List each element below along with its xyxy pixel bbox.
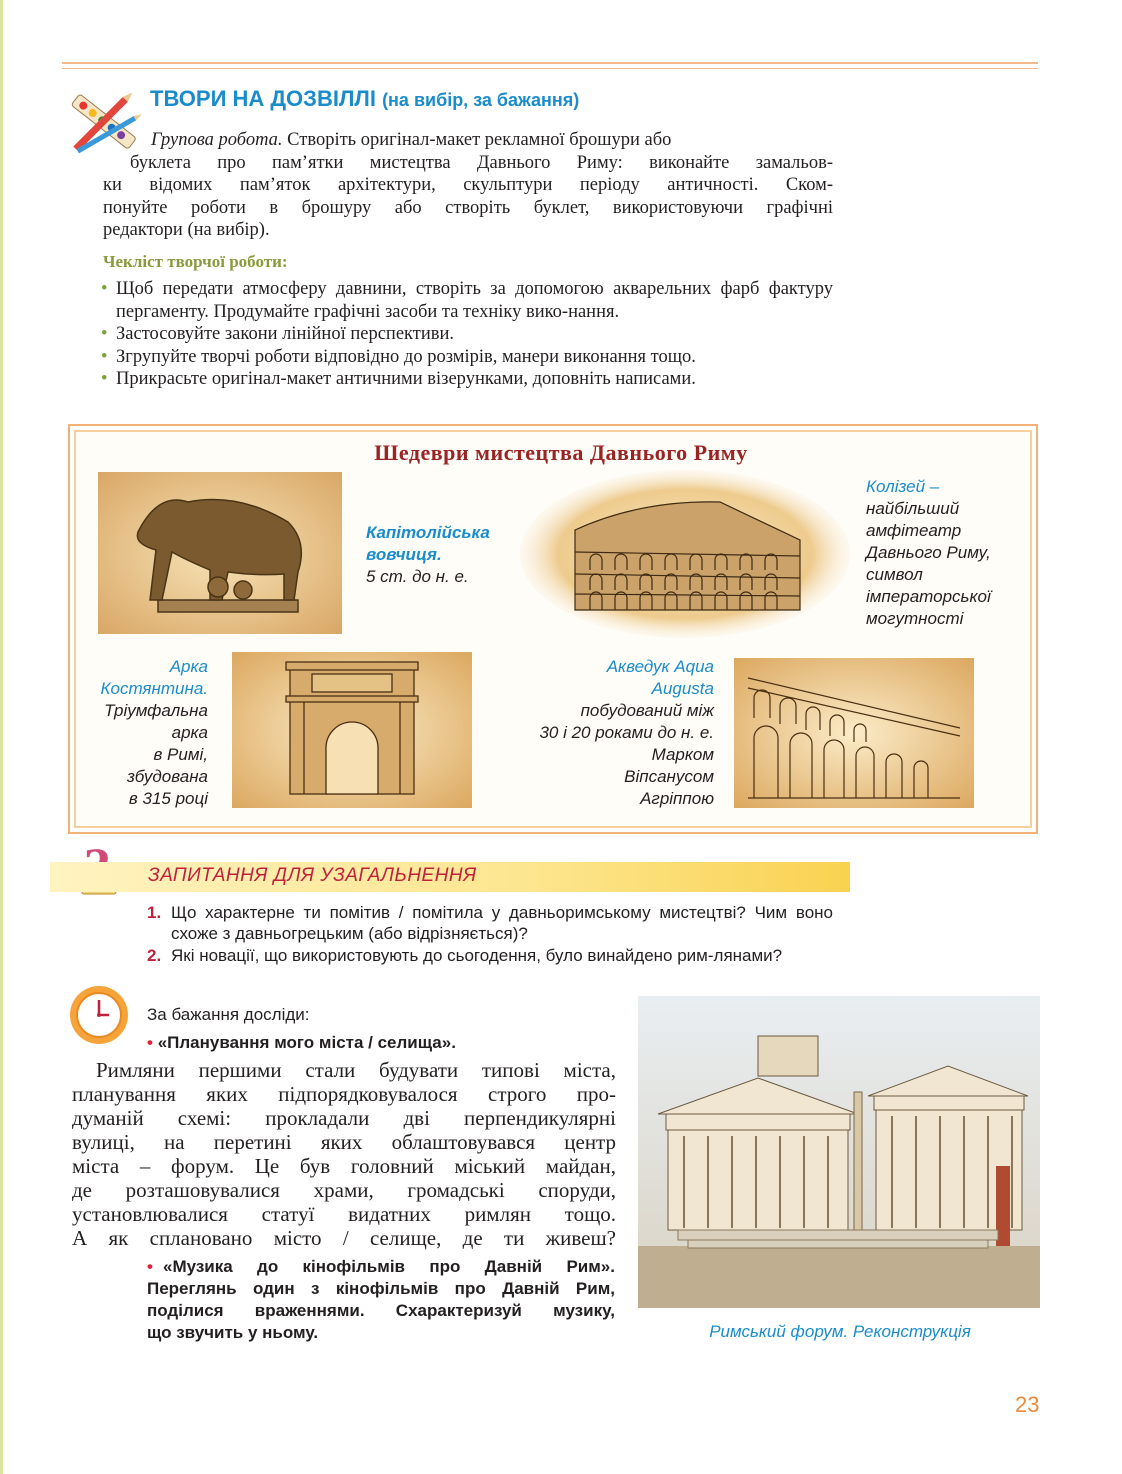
research-topic-1-text: «Планування мого міста / селища». <box>157 1033 456 1052</box>
research-topic-1 <box>147 1032 456 1053</box>
question-item <box>147 945 833 966</box>
capitoline-wolf-image <box>98 472 342 634</box>
intro-italic: Групова робота. <box>151 130 283 150</box>
para-line: міста – форум. Це був головний міський майдан, <box>72 1154 616 1178</box>
checklist-title: Чекліст творчої роботи: <box>103 252 288 271</box>
para-line: Римляни першими стали будувати типові міста, <box>96 1058 616 1082</box>
checklist-item: • Згрупуйте творчі роботи відповідно до розмірів, манери виконання тощо. <box>101 346 833 369</box>
arch-desc-line: Тріумфальна <box>104 701 208 720</box>
aqueduct-desc-line: Марком <box>651 745 714 764</box>
para-line: планування яких підпорядковувалося строго про- <box>72 1082 616 1106</box>
arch-desc-line: збудована <box>126 767 208 786</box>
checklist-item: • Застосовуйте закони лінійної перспективи. <box>101 323 833 346</box>
aqueduct-desc-line: Віпсанусом <box>624 767 714 786</box>
clock-icon <box>68 984 130 1046</box>
intro-line-5: редактори (на вибір). <box>103 220 270 240</box>
checklist <box>101 278 833 391</box>
roman-forum-image <box>638 996 1040 1308</box>
section-title-sub: (на вибір, за бажання) <box>382 90 580 110</box>
question-text: Які новації, що використовують до сьогодення, було винайдено рим-лянами? <box>171 946 783 965</box>
wolf-name-line: вовчиця. <box>366 545 442 564</box>
para-line: А як сплановано місто / селище, де ти живеш? <box>72 1226 616 1250</box>
question-text: Що характерне ти помітив / помітила у давньоримському мистецтві? Чим воно схоже з давньогрецьким (або відрізняється)? <box>171 903 833 943</box>
question-number: 2. <box>147 946 162 965</box>
film-line: що звучить у ньому. <box>147 1323 319 1342</box>
para-line: вулиці, на перетині яких облаштовувався центр <box>72 1130 616 1154</box>
intro-line-3: ки відомих пам’яток архітектури, скульптури періоду античності. Ском- <box>103 175 833 195</box>
para-line: де розташовувалися храми, громадські споруди, <box>72 1178 616 1202</box>
arch-desc-line: арка <box>171 723 208 742</box>
film-line: Переглянь один з кінофільмів про Давній Рим, <box>147 1279 615 1298</box>
intro-line-2: буклета про пам’ятки мистецтва Давнього Риму: виконайте замальов- <box>130 152 833 173</box>
city-planning-paragraph <box>72 1058 616 1250</box>
film-line-text: «Музика до кінофільмів про Давній Рим». <box>163 1257 615 1276</box>
colosseum-desc-line: найбільший <box>866 499 960 518</box>
para-line: установлювалися статуї видатних римлян тощо. <box>72 1202 616 1226</box>
wolf-desc-line: 5 ст. до н. е. <box>366 567 469 586</box>
aqueduct-name-line: Акведук Aqua <box>606 657 714 676</box>
aqueduct-desc-line: Агріппою <box>640 789 714 808</box>
arch-name-line: Костянтина. <box>100 679 208 698</box>
arch-caption <box>80 656 208 810</box>
arch-of-constantine-image <box>232 652 472 808</box>
colosseum-desc-line: амфітеатр <box>866 521 962 540</box>
arch-desc-line: в 315 році <box>128 789 208 808</box>
checklist-item: • Щоб передати атмосферу давнини, створіть за допомогою акварельних фарб фактуру пергаменту. Продумайте графічні засоби та техніку вико-нання. <box>101 278 833 323</box>
top-rule <box>62 62 1038 64</box>
section-title-main: ТВОРИ НА ДОЗВІЛЛІ <box>150 86 376 111</box>
page-number: 23 <box>1015 1392 1040 1417</box>
masterpieces-title: Шедеври мистецтва Давнього Риму <box>374 440 748 465</box>
aqueduct-desc-line: побудований між <box>580 701 714 720</box>
aqueduct-caption <box>490 656 714 810</box>
forum-caption: Римський форум. Реконструкція <box>709 1322 971 1341</box>
questions-list <box>147 902 833 967</box>
intro-line-1: Створіть оригінал-макет рекламної брошури або <box>287 130 672 150</box>
colosseum-caption <box>866 476 991 630</box>
page-left-border <box>0 0 3 1474</box>
bullet: • <box>147 1257 153 1276</box>
colosseum-desc-line: символ <box>866 565 923 584</box>
research-topic-2 <box>147 1256 615 1344</box>
colosseum-desc-line: Давнього Риму, <box>866 543 991 562</box>
aqueduct-name-line: Augusta <box>651 679 714 698</box>
checklist-item: • Прикрасьте оригінал-макет античними візерунками, доповніть написами. <box>101 368 833 391</box>
colosseum-desc-line: імператорської <box>866 587 991 606</box>
colosseum-name-line: Колізей – <box>866 477 940 496</box>
film-line: поділися враженнями. Схарактеризуй музику, <box>147 1301 615 1320</box>
para-line: думаній схемі: прокладали дві перпендикулярні <box>72 1106 616 1130</box>
intro-line-4: понуйте роботи в брошуру або створіть буклет, використовуючи графічні <box>103 197 833 218</box>
questions-title: ЗАПИТАННЯ ДЛЯ УЗАГАЛЬНЕННЯ <box>148 865 477 886</box>
research-label: За бажання досліди: <box>147 1005 310 1024</box>
wolf-name-line: Капітолійська <box>366 523 490 542</box>
top-rule-thin <box>62 68 1038 69</box>
intro-paragraph <box>103 129 833 242</box>
wolf-caption <box>366 522 490 588</box>
section-title <box>150 86 579 112</box>
question-number: 1. <box>147 903 162 922</box>
colosseum-image <box>520 470 850 638</box>
arch-name-line: Арка <box>169 657 208 676</box>
arch-desc-line: в Римі, <box>153 745 208 764</box>
question-item <box>147 902 833 944</box>
colosseum-desc-line: могутності <box>866 609 964 628</box>
aqueduct-desc-line: 30 і 20 роками до н. е. <box>539 723 714 742</box>
film-line-1 <box>147 1256 615 1278</box>
aqueduct-image <box>734 658 974 808</box>
bullet: • <box>147 1033 153 1052</box>
